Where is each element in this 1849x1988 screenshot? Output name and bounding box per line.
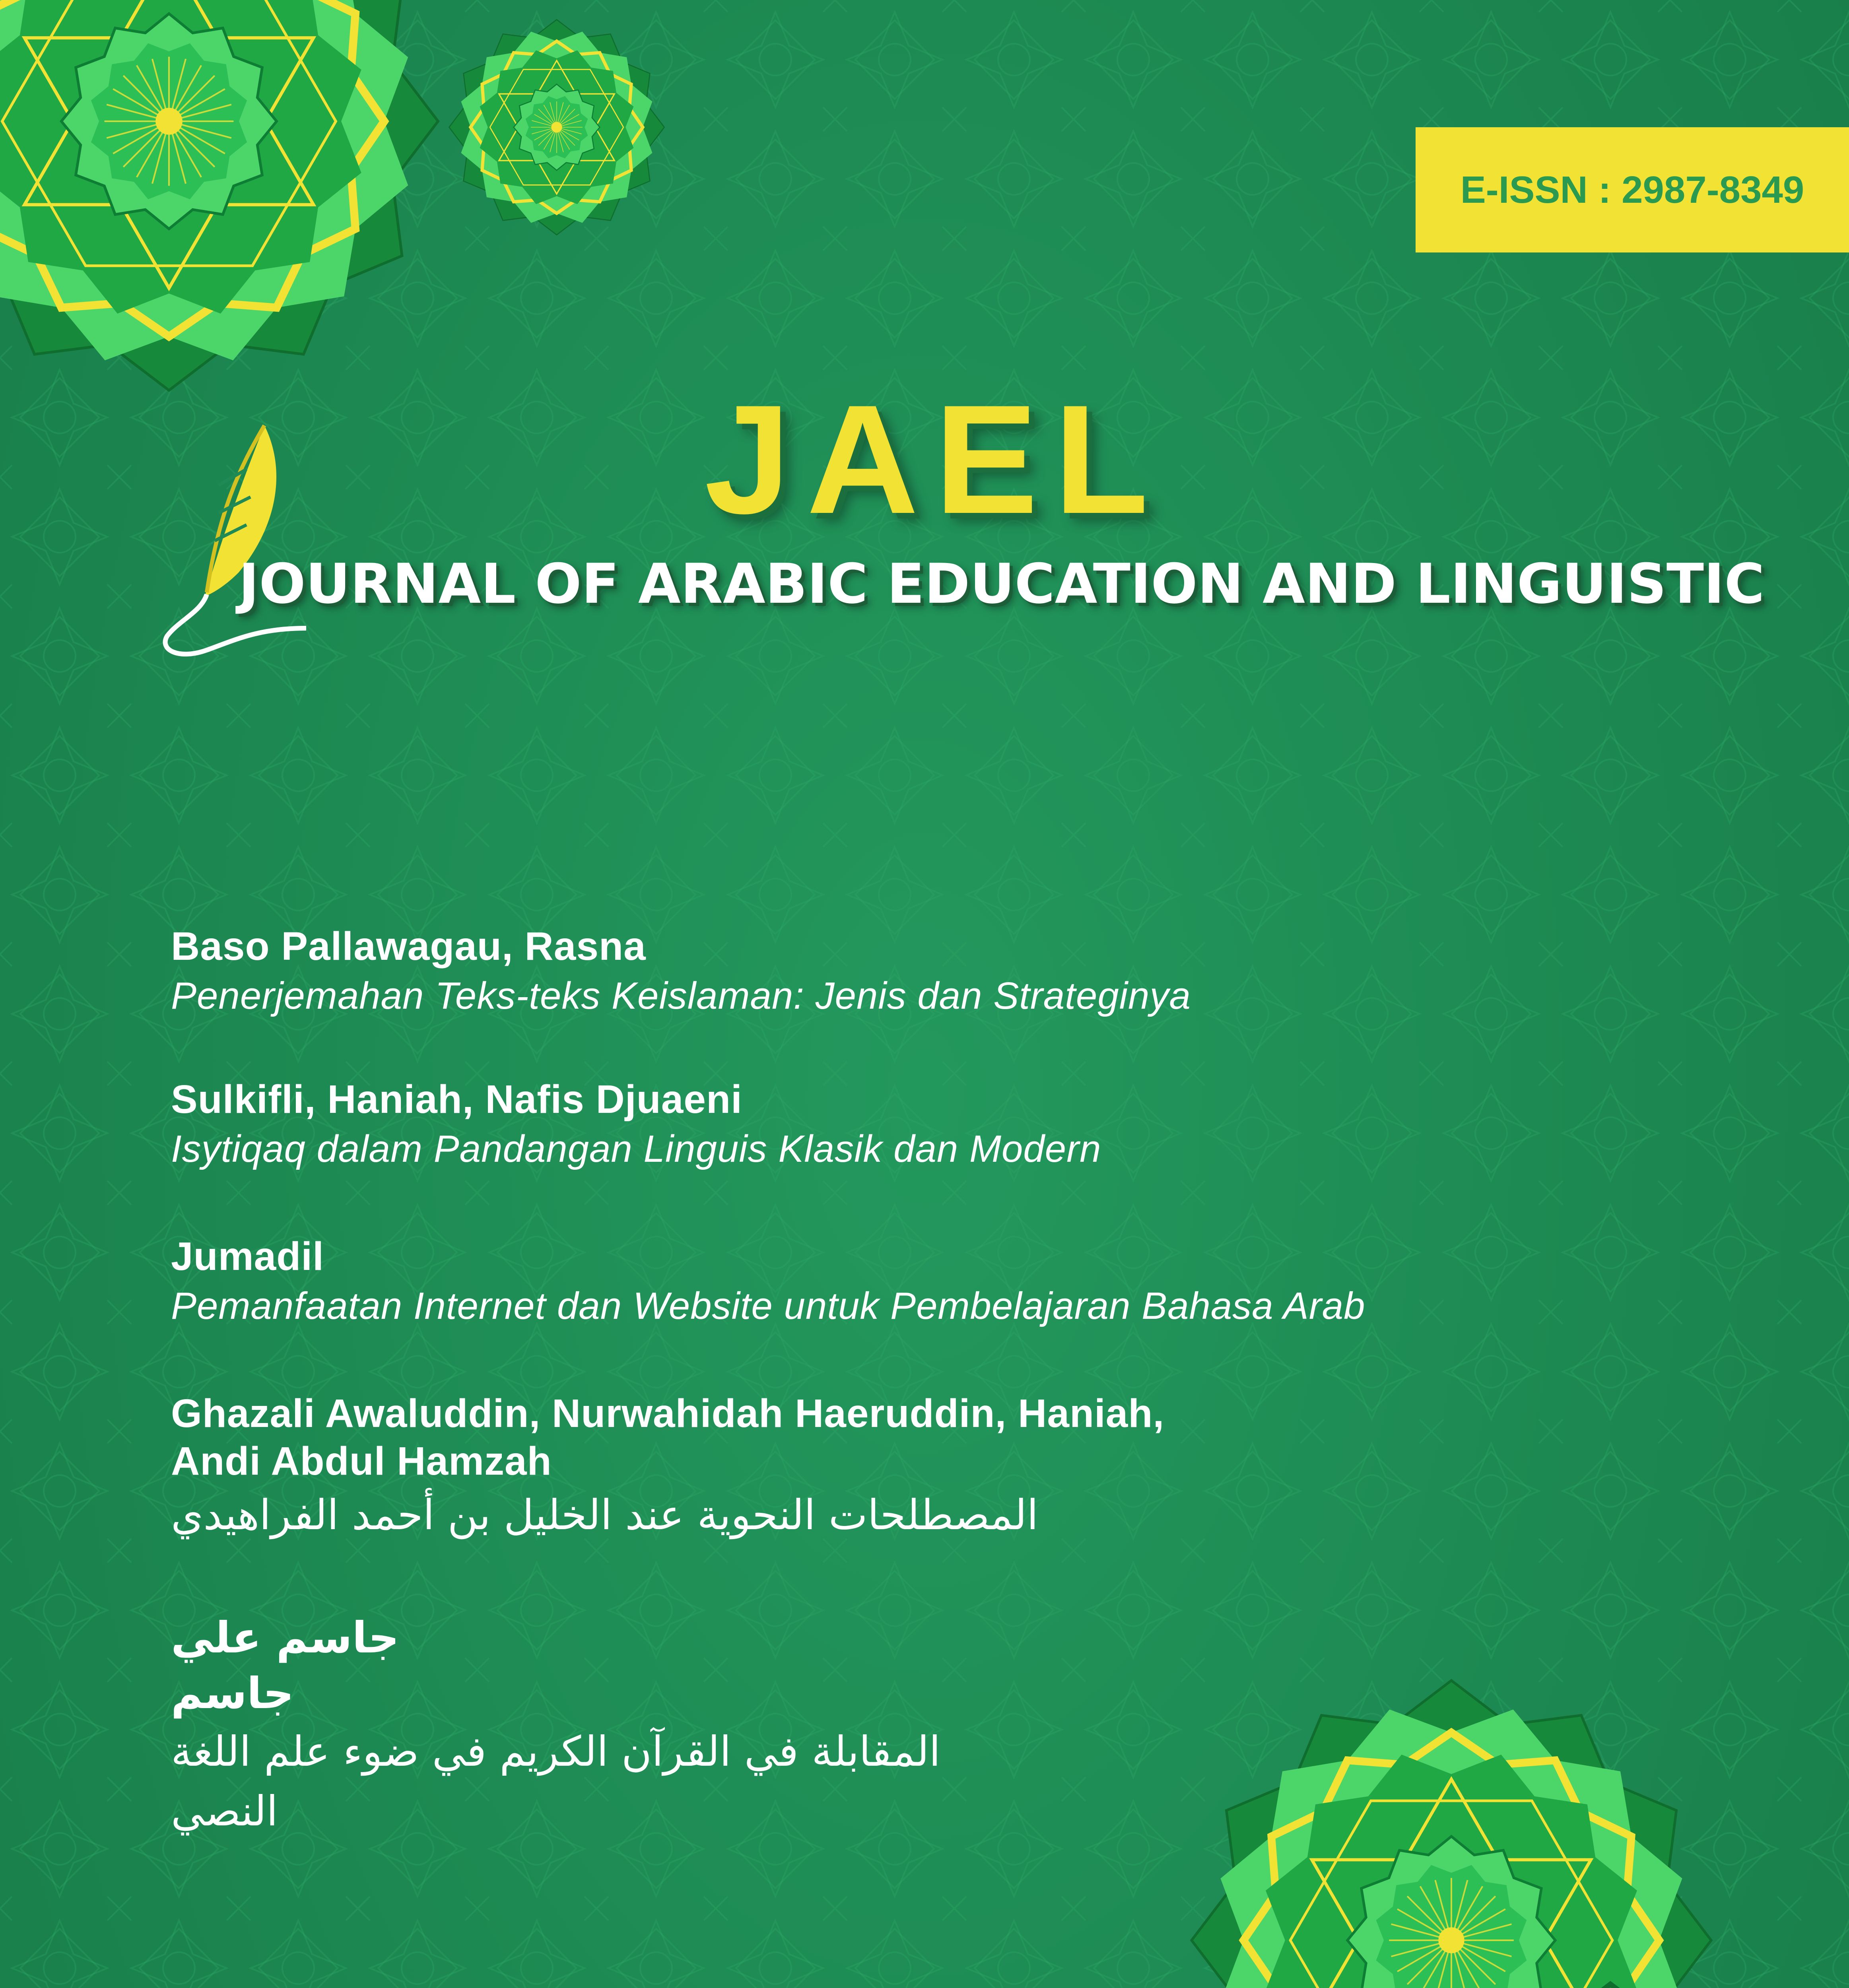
article-authors-line2: Andi Abdul Hamzah [171,1439,552,1483]
issn-badge [1416,127,1849,252]
ornament-bottom-right-large [1074,1948,1849,1988]
article-item [171,922,1443,1022]
article-title: Penerjemahan Teks-teks Keislaman: Jenis dan Strateginya [171,975,1191,1017]
article-title: Pemanfaatan Internet dan Website untuk Pembelajaran Bahasa Arab [171,1285,1365,1327]
article-item [171,1076,1443,1175]
article-authors: Jumadil [171,1234,324,1279]
article-authors: Sulkifli, Haniah, Nafis Djuaeni [171,1077,742,1122]
article-item [171,1390,1443,1545]
article-item [171,1233,1443,1332]
journal-acronym: JAEL [704,373,1165,546]
journal-full-name: JOURNAL OF ARABIC EDUCATION AND LINGUISTIC [239,552,1765,616]
article-authors-line1: Ghazali Awaluddin, Nurwahidah Haeruddin, Haniah, [171,1391,1165,1436]
article-title-arabic: المصطلحات النحوية عند الخليل بن أحمد الفراهيدي [171,1491,1039,1539]
ornament-top-small [441,12,672,243]
article-item [171,1610,1443,1841]
article-authors-arabic: جاسم علي جاسم [171,1613,400,1718]
quill-pen-icon [155,421,314,668]
article-authors: Baso Pallawagau, Rasna [171,924,646,969]
article-title: Isytiqaq dalam Pandangan Linguis Klasik dan Modern [171,1128,1101,1170]
article-title-arabic: المقابلة في القرآن الكريم في ضوء علم اللغة النصي [171,1727,941,1835]
issn-text: E-ISSN : 2987-8349 [1460,168,1804,211]
ornament-top-left [0,0,457,410]
